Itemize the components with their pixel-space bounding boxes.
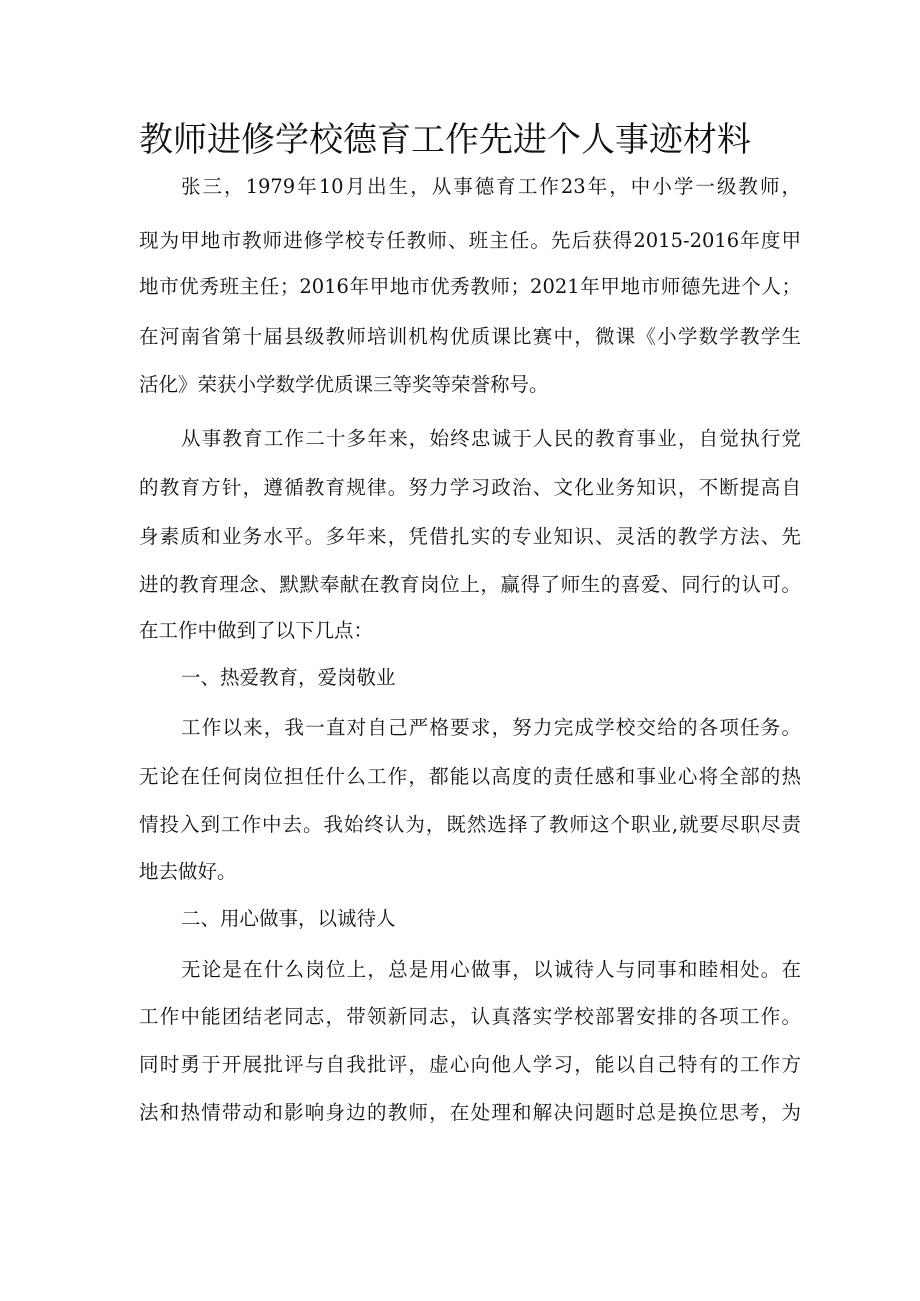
document-title: 教师进修学校德育工作先进个人事迹材料 — [139, 120, 751, 160]
section-heading-1: 一、热爱教育，爱岗敬业 — [181, 666, 396, 689]
paragraph-3-line-1: 工作以来，我一直对自己严格要求，努力完成学校交给的各项任务。 — [181, 716, 801, 739]
paragraph-2-line-4: 进的教育理念、默默奉献在教育岗位上，赢得了师生的喜爱、同行的认可。 — [139, 573, 801, 596]
paragraph-4-line-2: 工作中能团结老同志，带领新同志，认真落实学校部署安排的各项工作。 — [139, 1005, 801, 1028]
paragraph-2-line-5: 在工作中做到了以下几点： — [139, 619, 374, 642]
paragraph-1-line-4: 在河南省第十届县级教师培训机构优质课比赛中，微课《小学数学教学生 — [139, 325, 801, 348]
paragraph-1-line-5: 活化》荣获小学数学优质课三等奖等荣誉称号。 — [139, 373, 549, 396]
paragraph-4-line-4: 法和热情带动和影响身边的教师，在处理和解决问题时总是换位思考，为 — [139, 1101, 801, 1124]
paragraph-1-line-2: 现为甲地市教师进修学校专任教师、班主任。先后获得2015-2016年度甲 — [139, 229, 801, 252]
paragraph-3-line-2: 无论在任何岗位担任什么工作，都能以高度的责任感和事业心将全部的热 — [139, 765, 801, 788]
paragraph-4-line-1: 无论是在什么岗位上，总是用心做事，以诚待人与同事和睦相处。在 — [181, 958, 801, 981]
paragraph-3-line-3: 情投入到工作中去。我始终认为，既然选择了教师这个职业,就要尽职尽责 — [139, 813, 801, 836]
paragraph-2-line-3: 身素质和业务水平。多年来，凭借扎实的专业知识、灵活的教学方法、先 — [139, 525, 801, 548]
paragraph-2-line-2: 的教育方针，遵循教育规律。努力学习政治、文化业务知识，不断提高自 — [139, 476, 801, 499]
section-heading-2: 二、用心做事，以诚待人 — [181, 907, 396, 930]
paragraph-4-line-3: 同时勇于开展批评与自我批评，虚心向他人学习，能以自己特有的工作方 — [139, 1053, 801, 1076]
paragraph-3-line-4: 地去做好。 — [139, 860, 237, 883]
paragraph-2-line-1: 从事教育工作二十多年来，始终忠诚于人民的教育事业，自觉执行党 — [181, 427, 801, 450]
paragraph-1-line-3: 地市优秀班主任；2016年甲地市优秀教师；2021年甲地市师德先进个人； — [139, 275, 801, 298]
paragraph-1-line-1: 张三，1979年10月出生，从事德育工作23年，中小学一级教师， — [181, 175, 801, 198]
